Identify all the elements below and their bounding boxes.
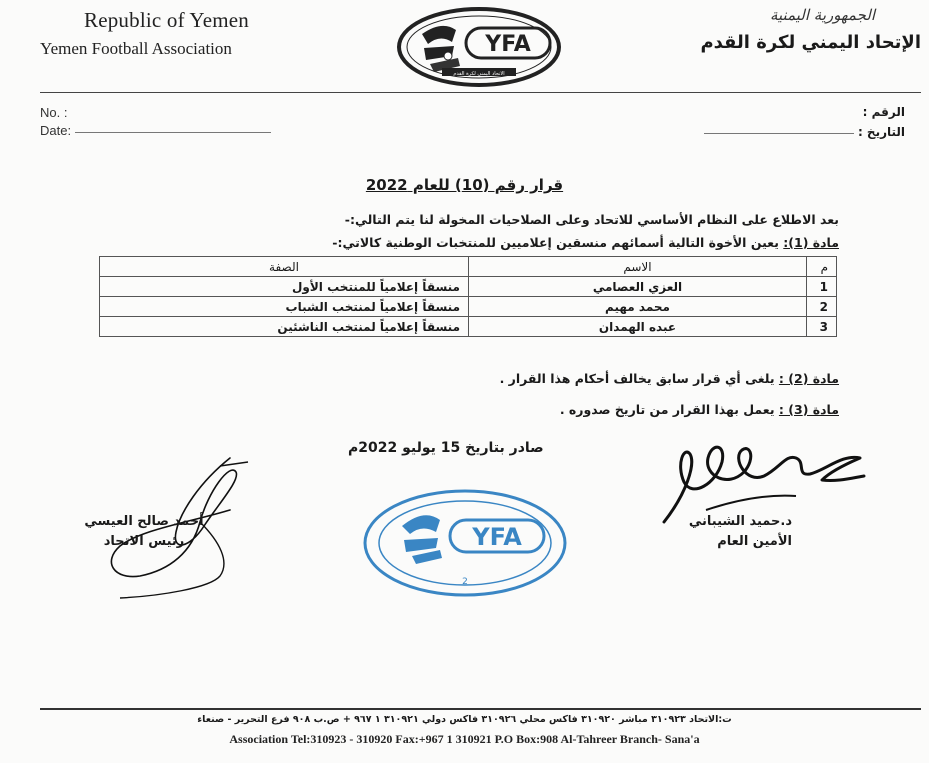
member-name: عبده الهمدان [469,317,807,337]
president-name: أحمد صالح العيسي [84,514,204,529]
footer-contact-english: Association Tel:310923 - 310920 Fax:+967 1 310921 P.O Box:908 Al-Tahreer Branch- Sana'a [229,732,700,746]
number-field-ar [704,102,905,122]
secretary-signature-block [672,512,792,552]
stamp-number: 2 [462,577,468,587]
table-row [100,317,837,337]
meta-english [40,104,271,140]
header-divider [40,92,921,93]
footer-contact-arabic: ت:الاتحاد ٣١٠٩٢٣ مباشر ٣١٠٩٢٠ فاكس محلي ٣١٠٩٢٦ فاكس دولي ٣١٠٩٢١ ١ ٩٦٧ + ص.ب ٩٠٨ فرع التحرير - صنعاء [197,714,732,725]
article-3-text: يعمل بهذا القرار من تاريخ صدوره . [559,402,779,417]
date-label-en: Date: [40,123,72,138]
country-name-ar: الجمهورية اليمنية [769,6,875,24]
member-name: محمد مهيم [469,297,807,317]
member-name: العزي العصامي [469,277,807,297]
column-header-name: الاسم [469,257,807,277]
date-line-ar [704,133,854,134]
row-number: 3 [807,317,837,337]
yfa-logo [394,6,564,88]
article-1 [332,235,839,250]
date-label-ar: التاريخ : [857,125,905,139]
row-number: 2 [807,297,837,317]
official-stamp [360,486,570,600]
table-header-row [100,257,837,277]
members-table [99,256,837,337]
footer-divider [40,708,921,710]
header-english [40,8,249,59]
issued-date: صادر بتاريخ 15 يوليو 2022م [348,440,544,456]
meta-arabic [704,102,905,142]
number-label-en: No. : [40,105,68,120]
secretary-title: الأمين العام [717,534,792,549]
stamp-text: YFA [472,523,522,551]
table-row [100,297,837,317]
president-title: رئيس الاتحاد [103,534,185,549]
number-field-en [40,104,271,122]
date-field-en [40,122,271,140]
decision-title: قرار رقم (10) للعام 2022 [365,176,564,194]
column-header-role: الصفة [100,257,469,277]
number-label-ar: الرقم : [862,105,905,119]
preamble: بعد الاطلاع على النظام الأساسي للاتحاد وعلى الصلاحيات المخولة لنا يتم التالي:- [344,212,839,227]
logo-text: YFA [485,32,531,57]
date-field-ar [704,122,905,142]
article-3 [560,402,839,417]
article-3-label: مادة (3) : [778,402,839,417]
secretary-name: د.حميد الشيباني [688,514,792,529]
article-1-text: يعين الأخوة التالية أسمائهم منسقين إعلاميين للمنتخبات الوطنية كالاتي:- [332,235,784,250]
date-line-en [75,132,271,133]
member-role: منسقاً إعلامياً لمنتخب الناشئين [100,317,469,337]
member-role: منسقاً إعلامياً للمنتخب الأول [100,277,469,297]
column-header-number: م [807,257,837,277]
article-2 [500,371,839,386]
article-2-label: مادة (2) : [778,371,839,386]
row-number: 1 [807,277,837,297]
article-1-label: مادة (1): [783,235,839,250]
logo-caption: الاتحاد اليمني لكرة القدم [453,71,505,77]
header-arabic [700,6,921,53]
association-name-en: Yemen Football Association [40,39,232,58]
country-name-en: Republic of Yemen [84,8,249,32]
article-2-text: يلغى أي قرار سابق يخالف أحكام هذا القرار . [499,371,779,386]
table-row [100,277,837,297]
president-signature-block [24,512,264,552]
association-name-ar: الإتحاد اليمني لكرة القدم [700,32,921,53]
member-role: منسقاً إعلامياً لمنتخب الشباب [100,297,469,317]
